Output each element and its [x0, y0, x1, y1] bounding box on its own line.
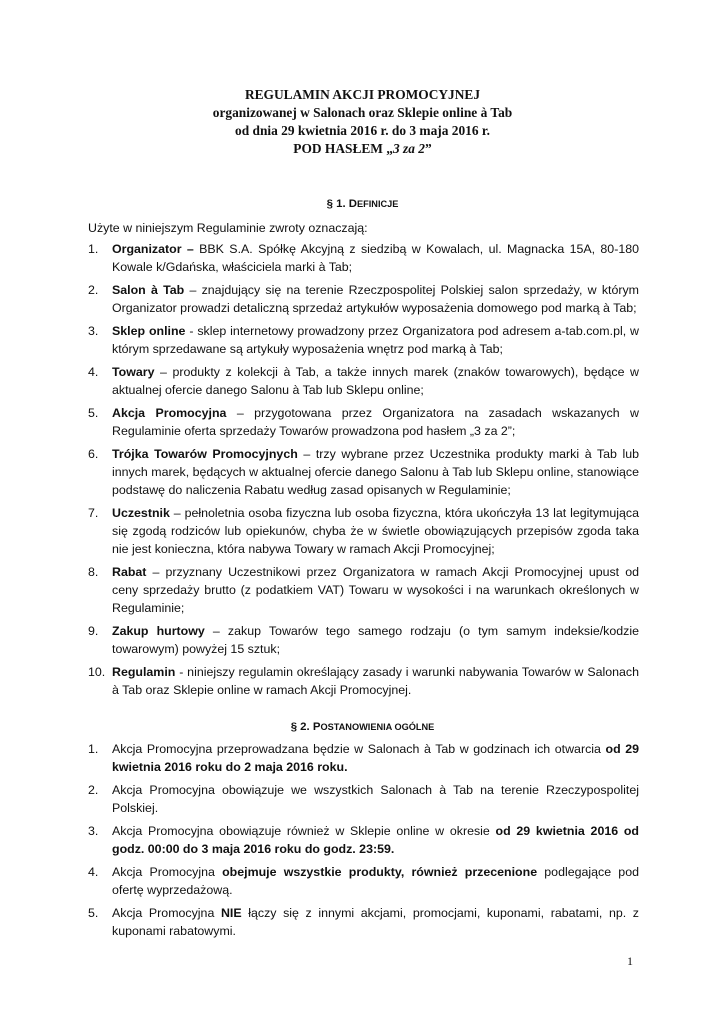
item-number: 7.: [88, 506, 99, 520]
section-1-title-first: D: [348, 198, 358, 210]
page-number: 1: [627, 954, 633, 968]
section-2-prefix: § 2.: [290, 721, 313, 733]
definition-text: – znajdujący się na terenie Rzeczpospolitej Polskiej salon sprzedaży, w którym Organizator prowadzi detaliczną sprzedaż artykułów wyposażenia domowego pod marką à Tab;: [112, 283, 639, 315]
general-provisions-list: [88, 740, 639, 940]
item-number: 10.: [88, 665, 106, 679]
definition-item: [88, 404, 639, 440]
section-1-intro: Użyte w niniejszym Regulaminie zwroty oznaczają:: [88, 221, 368, 235]
provision-bold: od 29 kwietnia 2016 roku do 2 maja 2016 roku.: [112, 742, 640, 774]
provision-bold: NIE: [220, 906, 242, 920]
definition-term: Sklep online: [112, 324, 186, 338]
definition-term: Akcja Promocyjna: [112, 406, 227, 420]
item-number: 2.: [88, 783, 99, 797]
definition-term: Zakup hurtowy: [112, 624, 205, 638]
definition-item: [88, 240, 639, 276]
definition-item: [88, 322, 639, 358]
section-1-title-rest: EFINICJE: [357, 199, 399, 209]
definition-item: [88, 445, 639, 499]
definition-text: BBK S.A. Spółkę Akcyjną z siedzibą w Kowalach, ul. Magnacka 15A, 80-180 Kowale k/Gdańska, właściciela marki à Tab;: [112, 242, 640, 274]
item-number: 9.: [88, 624, 99, 638]
definition-text: – zakup Towarów tego samego rodzaju (o tym samym indeksie/kodzie towarowym) powyżej 15 sztuk;: [112, 624, 639, 656]
slogan-prefix: POD HASŁEM „: [293, 141, 393, 156]
definition-item: [88, 563, 639, 617]
provision-item: [88, 740, 639, 776]
header-slogan-line: [0, 140, 725, 158]
provision-text: Akcja Promocyjna: [112, 865, 223, 879]
provision-item: [88, 904, 639, 940]
header-dates-line: od dnia 29 kwietnia 2016 r. do 3 maja 2016 r.: [235, 123, 490, 138]
provision-text: łączy się z innymi akcjami, promocjami, kuponami, rabatami, np. z kuponami rabatowymi.: [112, 906, 639, 938]
definition-text: – trzy wybrane przez Uczestnika produkty marki à Tab lub innych marek, będących w aktualnej ofercie danego Salonu à Tab lub Sklepu online, stanowiące podstawę do naliczenia Rabatu według zasad opisanych w Regulaminie;: [112, 447, 640, 497]
header-organizer-line: organizowanej w Salonach oraz Sklepie online à Tab: [212, 105, 513, 120]
item-number: 6.: [88, 447, 99, 461]
definition-text: – produkty z kolekcji à Tab, a także innych marek (znaków towarowych), będące w aktualnej ofercie danego Salonu à Tab lub Sklepu online;: [112, 365, 639, 397]
item-number: 8.: [88, 565, 99, 579]
section-1-prefix: § 1.: [326, 198, 349, 210]
provision-text: Akcja Promocyjna: [112, 906, 221, 920]
provision-text: podlegające pod ofertę wyprzedażową.: [112, 865, 639, 897]
definition-text: – przyznany Uczestnikowi przez Organizatora w ramach Akcji Promocyjnej upust od ceny sprzedaży brutto (z podatkiem VAT) Towaru w wysokości i na warunkach określonych w Regulaminie;: [112, 565, 639, 615]
item-number: 3.: [88, 324, 99, 338]
item-number: 3.: [88, 824, 99, 838]
section-2-body: [88, 740, 639, 945]
provision-text: Akcja Promocyjna przeprowadzana będzie w Salonach à Tab w godzinach ich otwarcia: [112, 742, 606, 756]
definition-term: Trójka Towarów Promocyjnych: [112, 447, 298, 461]
item-number: 5.: [88, 406, 99, 420]
section-2-heading: [0, 720, 725, 734]
definition-text: – przygotowana przez Organizatora na zasadach wskazanych w Regulaminie oferta sprzedaży Towarów prowadzona pod hasłem „3 za 2”;: [112, 406, 640, 438]
provision-text: Akcja Promocyjna obowiązuje również w Sklepie online w okresie: [112, 824, 496, 838]
definition-term: Rabat: [112, 565, 147, 579]
provision-item: [88, 863, 639, 899]
definition-item: [88, 363, 639, 399]
item-number: 5.: [88, 906, 99, 920]
item-number: 1.: [88, 242, 99, 256]
header-title: REGULAMIN AKCJI PROMOCYJNEJ: [244, 87, 481, 102]
definition-term: Towary: [112, 365, 155, 379]
definitions-list: [88, 240, 639, 699]
item-number: 2.: [88, 283, 99, 297]
section-1-body: [88, 240, 639, 704]
section-2-title-rest: OSTANOWIENIA OGÓLNE: [320, 722, 435, 732]
definition-text: – pełnoletnia osoba fizyczna lub osoba fizyczna, która ukończyła 13 lat legitymująca się zgodą rodziców lub opiekunów, chyba że w świetle obowiązujących przepisów zgoda taka nie jest konieczna, która nabywa Towary w ramach Akcji Promocyjnej;: [112, 506, 639, 556]
definition-item: [88, 281, 639, 317]
item-number: 4.: [88, 365, 99, 379]
definition-item: [88, 504, 639, 558]
slogan-suffix: ”: [425, 141, 432, 156]
definition-term: Regulamin: [112, 665, 176, 679]
definition-term: Uczestnik: [112, 506, 170, 520]
definition-term: Organizator –: [112, 242, 194, 256]
definition-text: - niniejszy regulamin określający zasady i warunki nabywania Towarów w Salonach à Tab oraz Sklepie online w ramach Akcji Promocyjnej.: [112, 665, 639, 697]
provision-item: [88, 822, 639, 858]
provision-bold: od 29 kwietnia 2016 od godz. 00:00 do 3 maja 2016 roku do godz. 23:59.: [112, 824, 639, 856]
item-number: 1.: [88, 742, 99, 756]
slogan-text: 3 za 2: [393, 141, 425, 156]
definition-item: [88, 663, 639, 699]
definition-item: [88, 622, 639, 658]
definition-text: - sklep internetowy prowadzony przez Organizatora pod adresem a-tab.com.pl, w którym sprzedawane są artykuły wyposażenia wnętrz pod marką à Tab;: [112, 324, 639, 356]
section-1-heading: [0, 197, 725, 211]
section-2-title-first: P: [312, 721, 321, 733]
definition-term: Salon à Tab: [112, 283, 185, 297]
provision-bold: obejmuje wszystkie produkty, również przecenione: [222, 865, 538, 879]
provision-text: Akcja Promocyjna obowiązuje we wszystkich Salonach à Tab na terenie Rzeczypospolitej Polskiej.: [112, 783, 639, 815]
document-header: [0, 86, 725, 158]
item-number: 4.: [88, 865, 99, 879]
provision-item: [88, 781, 639, 817]
